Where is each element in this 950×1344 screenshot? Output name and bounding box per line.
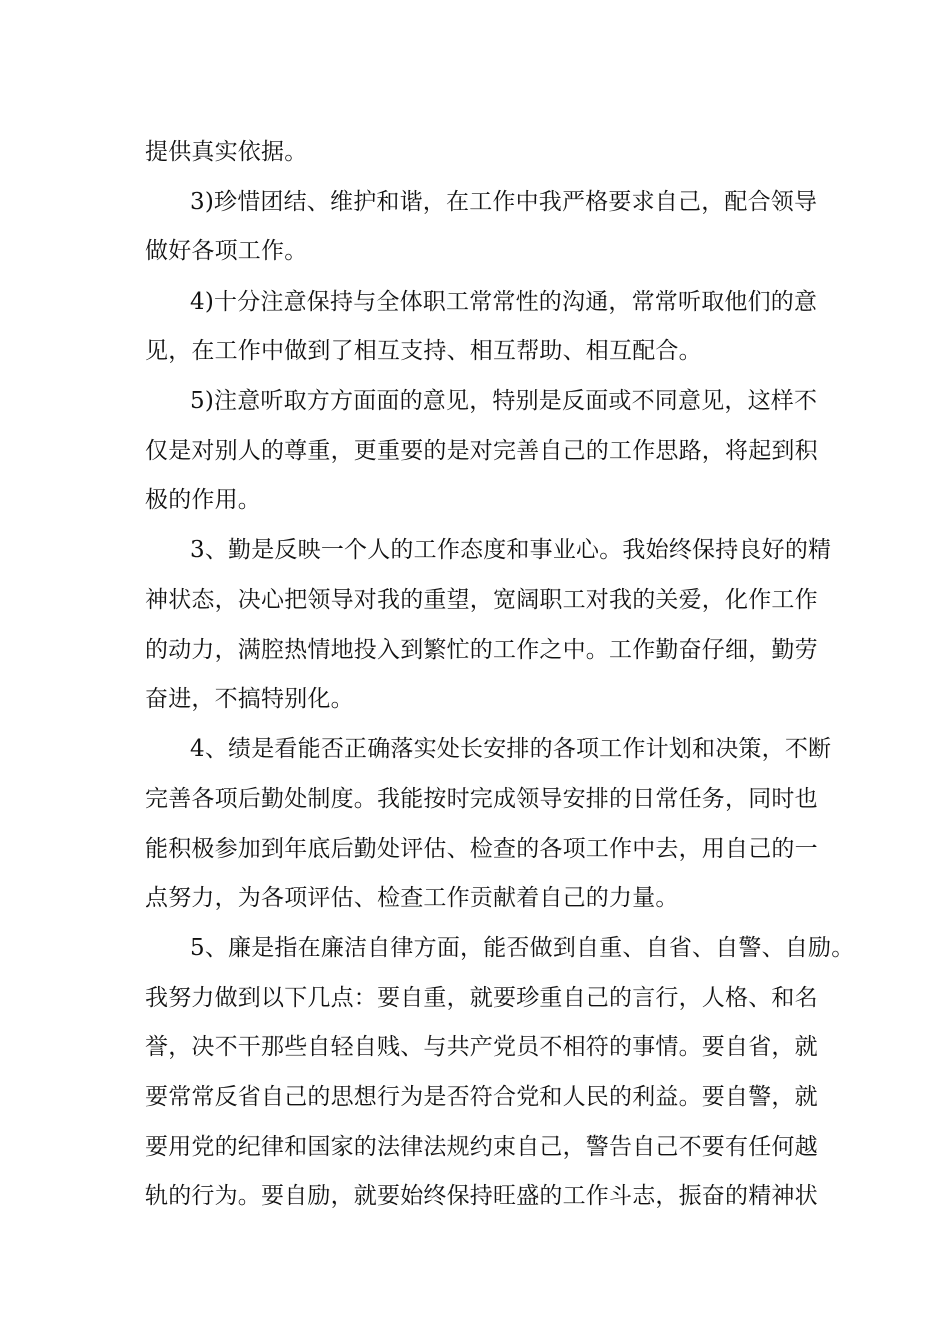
text-line: 做好各项工作。	[145, 238, 308, 264]
paragraph-start-line: 4、绩是看能否正确落实处长安排的各项工作计划和决策，不断	[190, 736, 832, 762]
text-line: 提供真实依据。	[145, 139, 308, 165]
text-line: 点努力，为各项评估、检查工作贡献着自己的力量。	[145, 885, 679, 911]
text-line: 仅是对别人的尊重，更重要的是对完善自己的工作思路，将起到积	[145, 438, 818, 464]
text-line: 极的作用。	[145, 487, 261, 513]
text-line: 誉，决不干那些自轻自贱、与共产党员不相符的事情。要自省，就	[145, 1034, 818, 1060]
text-line: 完善各项后勤处制度。我能按时完成领导安排的日常任务，同时也	[145, 786, 818, 812]
text-line: 能积极参加到年底后勤处评估、检查的各项工作中去，用自己的一	[145, 836, 818, 862]
paragraph-start-line: 4)十分注意保持与全体职工常常性的沟通，常常听取他们的意	[190, 289, 818, 315]
paragraph-start-line: 5、廉是指在廉洁自律方面，能否做到自重、自省、自警、自励。	[190, 935, 855, 961]
text-line: 神状态，决心把领导对我的重望，宽阔职工对我的关爱，化作工作	[145, 587, 818, 613]
text-line: 的动力，满腔热情地投入到繁忙的工作之中。工作勤奋仔细，勤劳	[145, 637, 818, 663]
text-line: 我努力做到以下几点：要自重，就要珍重自己的言行，人格、和名	[145, 985, 818, 1011]
text-line: 要用党的纪律和国家的法律法规约束自己，警告自己不要有任何越	[145, 1134, 818, 1160]
text-line: 见，在工作中做到了相互支持、相互帮助、相互配合。	[145, 338, 702, 364]
paragraph-start-line: 3)珍惜团结、维护和谐，在工作中我严格要求自己，配合领导	[190, 189, 818, 215]
text-line: 奋进，不搞特别化。	[145, 686, 354, 712]
paragraph-start-line: 5)注意听取方方面面的意见，特别是反面或不同意见，这样不	[190, 388, 818, 414]
text-line: 要常常反省自己的思想行为是否符合党和人民的利益。要自警，就	[145, 1084, 818, 1110]
text-line: 轨的行为。要自励，就要始终保持旺盛的工作斗志，振奋的精神状	[145, 1183, 818, 1209]
paragraph-start-line: 3、勤是反映一个人的工作态度和事业心。我始终保持良好的精	[190, 537, 832, 563]
